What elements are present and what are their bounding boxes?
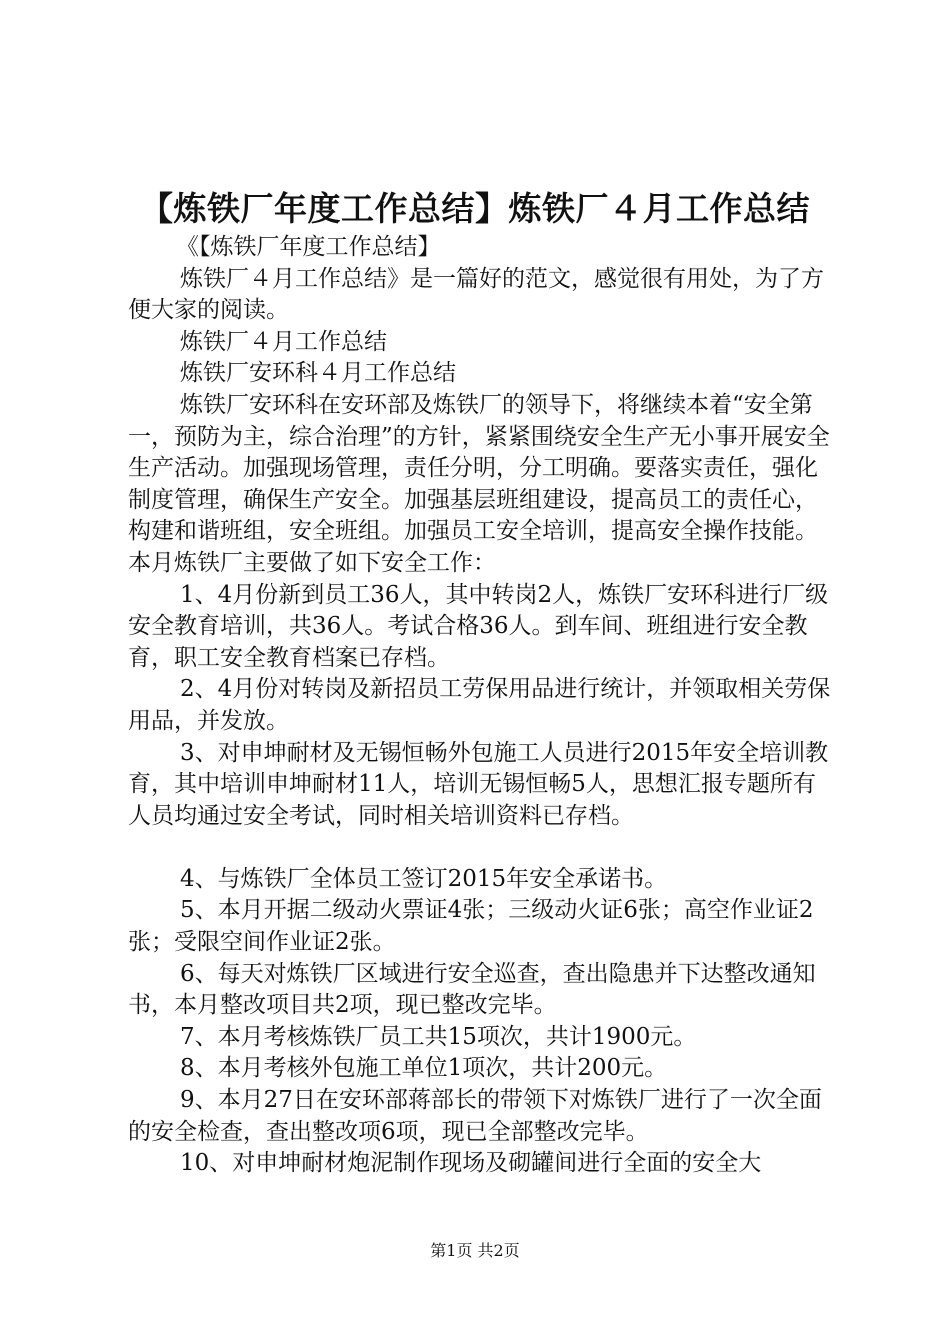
page-footer: 第1页 共2页 [430,1241,520,1260]
list-item-10: 10、对申坤耐材炮泥制作现场及砌罐间进行全面的安全大 [180,1150,762,1177]
paragraph-main: 炼铁厂安环科在安环部及炼铁厂的领导下，将继续本着“安全第一，预防为主，综合治理”的方针，紧紧围绕安全生产无小事开展安全生产活动。加强现场管理，责任分明，分工明确。要落实责任，强化制度管理，确保生产安全。加强基层班组建设，提高员工的责任心，构建和谐班组，安全班组。加强员工安全培训，提高安全操作技能。本月炼铁厂主要做了如下安全工作： [128,391,830,576]
list-item-9: 9、本月27日在安环部蒋部长的带领下对炼铁厂进行了一次全面的安全检查，查出整改项6项，现已全部整改完毕。 [128,1087,822,1145]
list-item-6: 6、每天对炼铁厂区域进行安全巡查，查出隐患并下达整改通知书，本月整改项目共2项，现已整改完毕。 [128,960,816,1019]
list-item-4: 4、与炼铁厂全体员工签订2015年安全承诺书。 [180,865,668,892]
blank-line [128,832,833,864]
subtitle-2: 炼铁厂安环科４月工作总结 [180,360,456,387]
list-item-3: 3、对申坤耐材及无锡恒畅外包施工人员进行2015年安全培训教育，其中培训申坤耐材11人，培训无锡恒畅5人，思想汇报专题所有人员均通过安全考试，同时相关培训资料已存档。 [128,739,829,829]
document-body [128,232,833,1180]
list-item-8: 8、本月考核外包施工单位1项次，共计200元。 [180,1055,668,1082]
list-item-7: 7、本月考核炼铁厂员工共15项次，共计1900元。 [180,1023,697,1050]
list-item-2: 2、4月份对转岗及新招员工劳保用品进行统计，并领取相关劳保用品，并发放。 [128,676,831,734]
intro-line-2: 炼铁厂４月工作总结》是一篇好的范文，感觉很有用处，为了方便大家的阅读。 [128,265,824,324]
subtitle-1: 炼铁厂４月工作总结 [180,328,387,355]
document-title: 【炼铁厂年度工作总结】炼铁厂４月工作总结 [140,189,810,228]
intro-line-1: 《【炼铁厂年度工作总结】 [176,234,441,260]
list-item-1: 1、4月份新到员工36人，其中转岗2人，炼铁厂安环科进行厂级安全教育培训，共36人。考试合格36人。到车间、班组进行安全教育，职工安全教育档案已存档。 [128,581,829,671]
list-item-5: 5、本月开据二级动火票证4张；三级动火证6张；高空作业证2张；受限空间作业证2张。 [128,897,814,956]
